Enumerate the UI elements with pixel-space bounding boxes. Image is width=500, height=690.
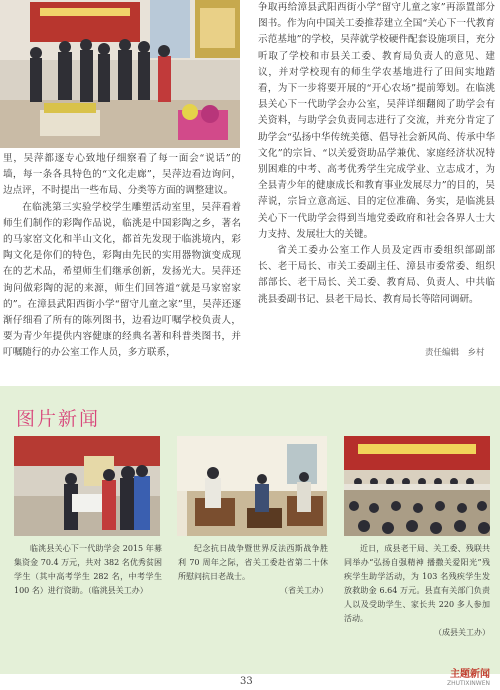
caption-donation	[14, 542, 162, 598]
caption-veteran	[178, 542, 328, 598]
photo-school-visit	[0, 0, 240, 148]
caption-text: 近日，成县老干局、关工委、残联共同举办“弘扬自强精神 播撒关爱阳光”残疾学生助学活动，为 103 名残疾学生发放救助金 6.64 万元。县直有关部门负责人以及受助学生、家长共 220 多人参加活动。	[344, 544, 490, 623]
logo-url: ZHUTIXINWEN	[446, 680, 490, 687]
photo-donation-event	[14, 436, 160, 536]
editor-credit: 责任编辑 乡村	[425, 348, 485, 358]
article-paragraph: 省关工委办公室工作人员及定西市委组织部副部长、老干局长、市关工委副主任、漳县市委常委、组织部部长、老干局长、关工委、教育局、负责人、中共临洮县委副书记、县老干局长、教育局长等陪同调研。	[258, 245, 495, 305]
caption-source: （成县关工办）	[434, 628, 490, 637]
caption-text: 纪念抗日战争暨世界反法西斯战争胜利 70 周年之际，省关工委赴省第二十休所慰问抗日老战士。	[178, 544, 328, 581]
section-title: 图片新闻	[16, 408, 101, 430]
caption-disability-aid	[344, 542, 490, 640]
article-paragraph: 在临洮第三实验学校学生雕塑活动室里，吴萍看着师生们制作的彩陶作品说，临洮是中国彩陶之乡，著名的马家窑文化和半山文化，都首先发现于临洮境内，彩陶文化是你们的特色，彩陶由先民的实用器物演变成现在的艺术品，希望师生们继承创新，发扬光大。吴萍还询问做彩陶的泥的来源，师生们回答道“就是马家窑家的”。在漳县武阳西街小学“留守儿童之家”里，吴萍还逐渐仔细看了所有的陈列图书，边看边叮嘱学校负责人，要为青少年提供内容健康的经典名著和科普类图书，并叮嘱随行的办公室工作人员，多方联系，	[3, 201, 241, 359]
article-col2	[258, 0, 495, 308]
caption-text: 临洮县关心下一代助学会 2015 年募集资金 70.4 万元，共对 382 名优秀贫困学生（其中高考学生 282 名，中考学生 100 名）进行资助。（临洮县关工办）	[14, 544, 162, 595]
article-paragraph: 里，吴萍都逐专心致地仔细察看了每一面会“说话”的墙，每一条各具特色的“文化走廊”，吴萍边看边询问，边点评，不时提出一些布局、分类等方面的调整建议。	[3, 153, 241, 197]
caption-source: （省关工办）	[280, 586, 328, 595]
article-col1	[3, 151, 241, 362]
article-paragraph: 争取再给漳县武阳西街小学“留守儿童之家”再添置部分图书。作为向中国关工委推荐建立全国“关心下一代教育示范基地”的学校，吴萍就学校硬件配套设施项目，充分听取了学校和市县关工委、教育局负责人的意见、建议，并对学校现有的师生学农基地进行了田间实地踏看，为下一步将要开展的“开心农场”提前筹划。在临洮县关心下一代助学会办公室，吴萍详细翻阅了助学会有关资料，与助学会负责同志进行了交流，并充分肯定了助学会“弘扬中华传统美德、倡导社会新风尚、传承中华文化”的宗旨、“以关爱资助品学兼优、家庭经济状况特别困难的中考、高考优秀学生完成学业、立志成才，为全县青少年的健康成长和教育事业发展尽力”的目的，吴萍说，宗旨立意高远、目的定位准确、务实，是临洮县关心下一代助学会得到当地党委政府和社会各界人士大力支持、发展壮大的关键。	[258, 2, 495, 240]
photo-veteran-visit	[177, 436, 327, 536]
photo-disability-aid-event	[344, 436, 490, 536]
site-logo	[447, 670, 490, 688]
logo-text: 主题新闻	[450, 669, 490, 680]
page-number: 33	[240, 676, 253, 687]
